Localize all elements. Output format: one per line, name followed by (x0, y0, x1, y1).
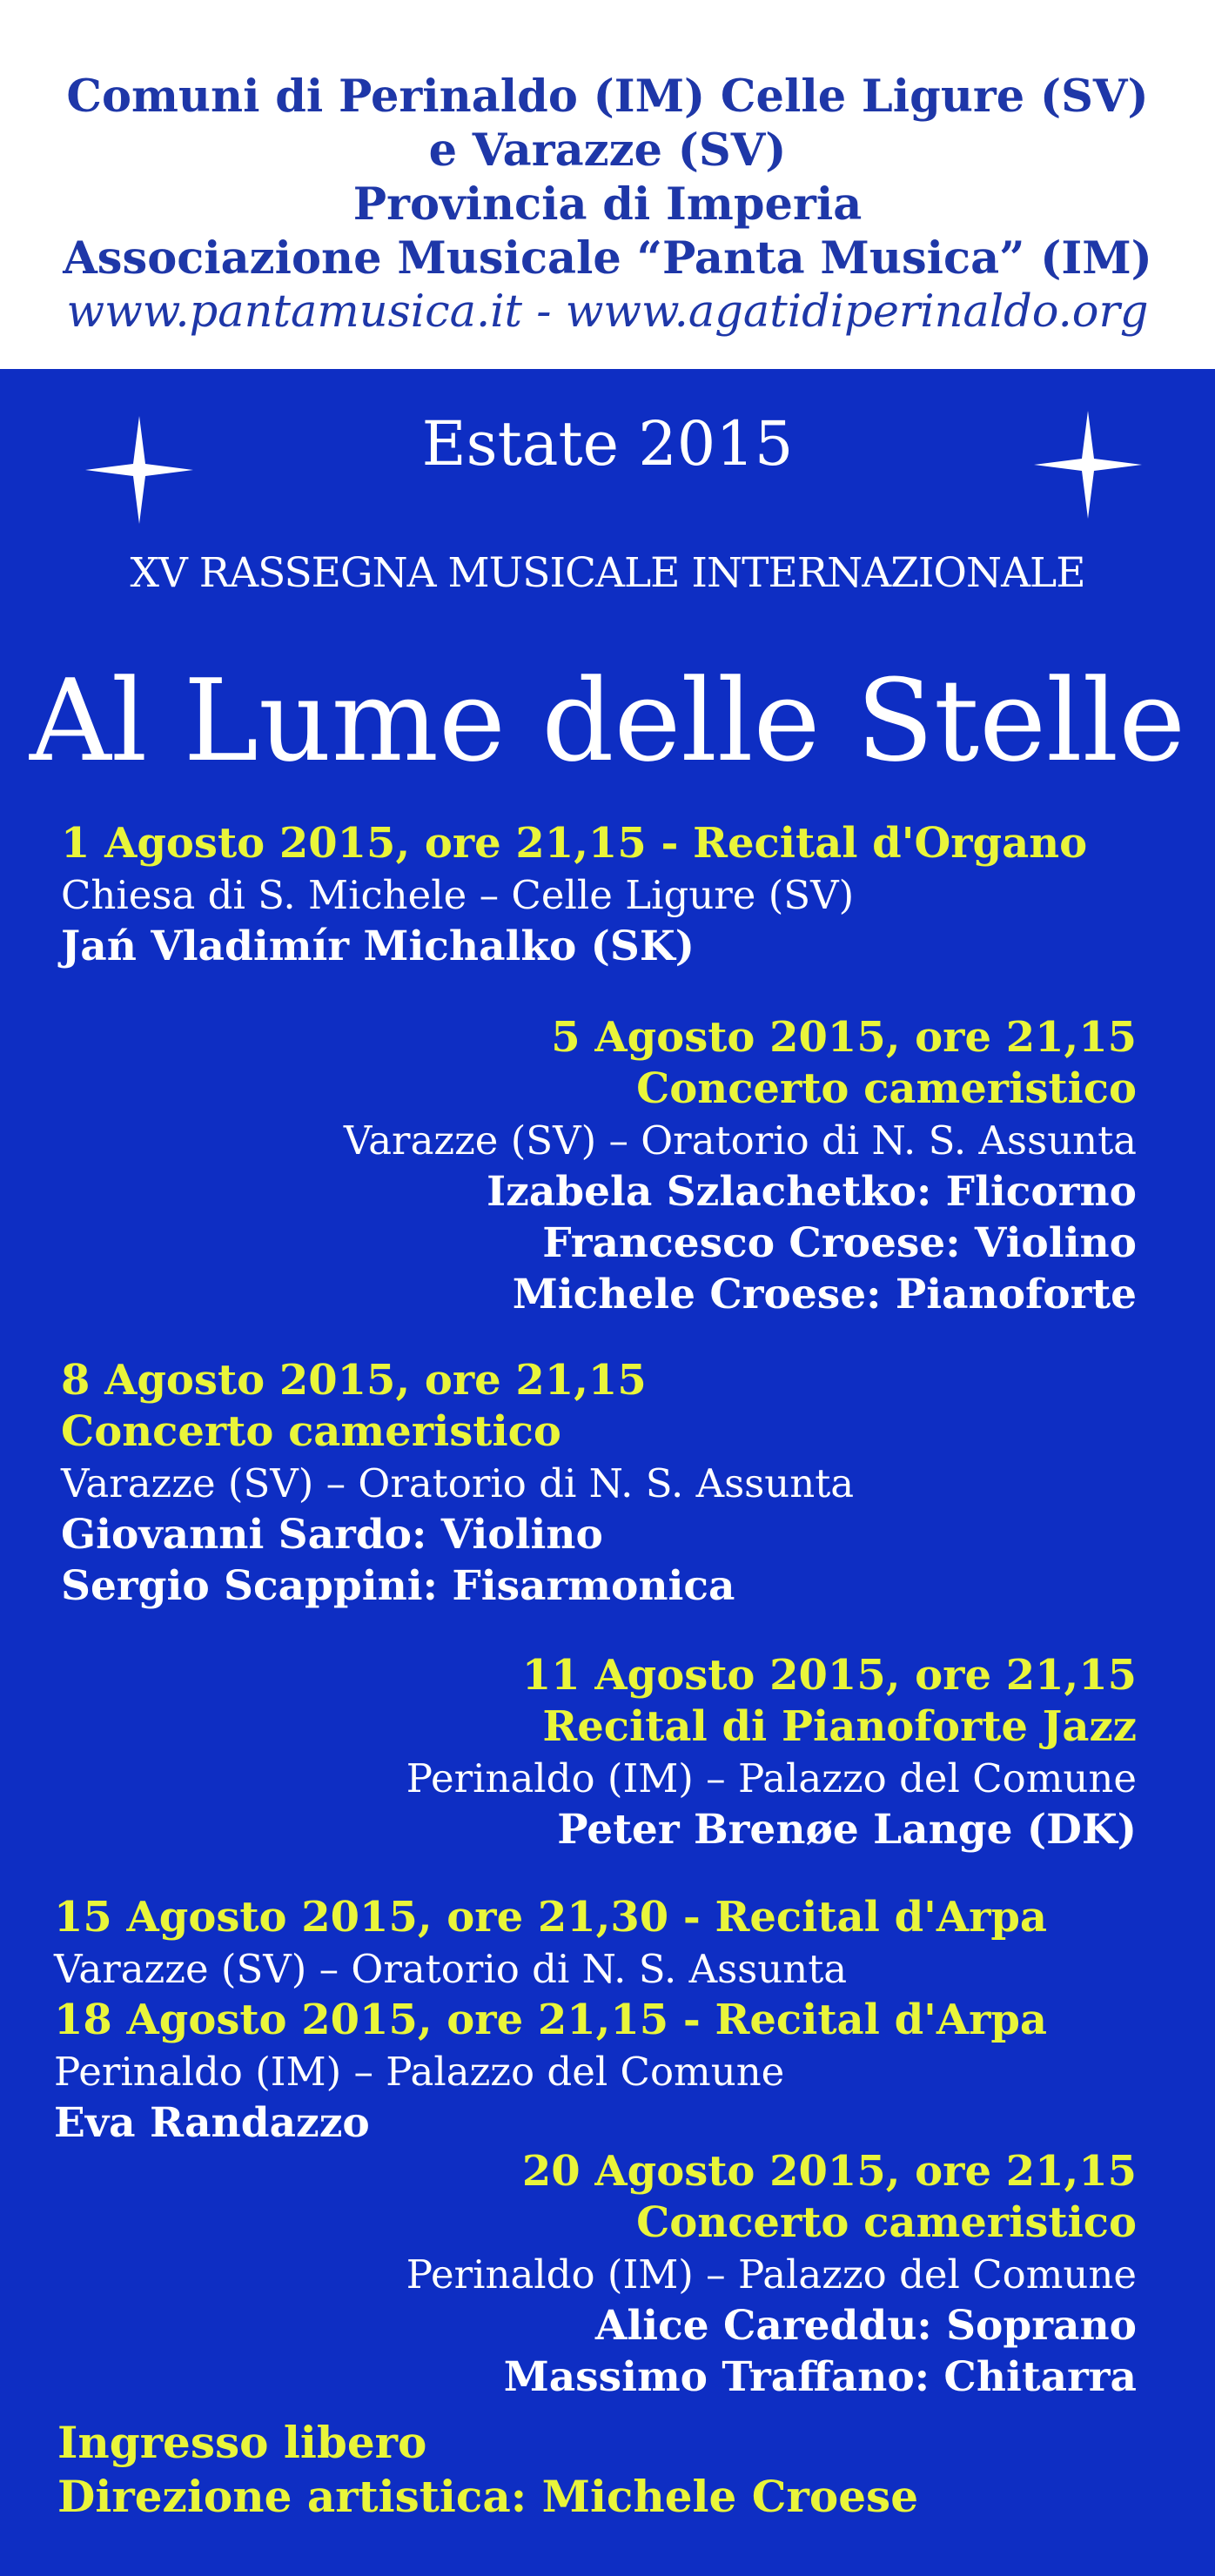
event-performer: Sergio Scappini: Fisarmonica (61, 1562, 735, 1610)
event-type: Recital di Pianoforte Jazz (542, 1702, 1137, 1751)
event-type: Concerto cameristico (636, 1064, 1137, 1113)
organizers-line-2: e Varazze (SV) (428, 124, 787, 177)
event-venue: Varazze (SV) – Oratorio di N. S. Assunta (54, 1946, 848, 1992)
season-label: Estate 2015 (421, 408, 794, 480)
event-date: 20 Agosto 2015, ore 21,15 (521, 2147, 1137, 2196)
artistic-direction-label: Direzione artistica: Michele Croese (57, 2471, 919, 2522)
free-entry-label: Ingresso libero (57, 2417, 427, 2468)
event-venue: Varazze (SV) – Oratorio di N. S. Assunta (61, 1460, 855, 1506)
festival-subtitle: XV RASSEGNA MUSICALE INTERNAZIONALE (130, 549, 1085, 597)
event-performer: Giovanni Sardo: Violino (61, 1511, 603, 1559)
event-venue: Perinaldo (IM) – Palazzo del Comune (406, 2251, 1137, 2298)
province-line: Provincia di Imperia (352, 178, 863, 231)
event-performer: Michele Croese: Pianoforte (512, 1271, 1137, 1318)
organizers-line-1: Comuni di Perinaldo (IM) Celle Ligure (SV) (66, 70, 1149, 123)
event-date: 8 Agosto 2015, ore 21,15 (61, 1356, 647, 1405)
event-1 (61, 818, 1087, 972)
event-performer: Jań Vladimír Michalko (SK) (61, 922, 695, 970)
event-venue: Perinaldo (IM) – Palazzo del Comune (406, 1755, 1137, 1801)
event-3 (61, 1355, 854, 1612)
event-venue: Chiesa di S. Michele – Celle Ligure (SV) (61, 872, 855, 918)
event-performer: Izabela Szlachetko: Flicorno (487, 1168, 1137, 1216)
event-venue: Perinaldo (IM) – Palazzo del Comune (54, 2049, 785, 2095)
websites-line: www.pantamusica.it - www.agatidiperinaldo.org (66, 286, 1149, 338)
event-date: 1 Agosto 2015, ore 21,15 - Recital d'Organo (61, 819, 1088, 868)
event-5 (54, 1892, 1047, 2149)
event-performer: Peter Brenøe Lange (DK) (557, 1806, 1137, 1854)
event-4 (406, 1650, 1137, 1855)
association-line: Associazione Musicale “Panta Musica” (IM) (63, 232, 1152, 285)
event-venue: Varazze (SV) – Oratorio di N. S. Assunta (343, 1117, 1137, 1164)
event-date: 11 Agosto 2015, ore 21,15 (521, 1651, 1137, 1700)
event-2 (344, 1012, 1137, 1320)
event-date: 18 Agosto 2015, ore 21,15 - Recital d'Arpa (54, 1996, 1048, 2044)
event-date: 15 Agosto 2015, ore 21,30 - Recital d'Arpa (54, 1893, 1048, 1942)
event-performer: Eva Randazzo (54, 2099, 370, 2147)
event-6 (406, 2146, 1137, 2403)
event-type: Concerto cameristico (61, 1407, 561, 1456)
event-performer: Massimo Traffano: Chitarra (503, 2353, 1137, 2401)
event-performer: Francesco Croese: Violino (542, 1219, 1137, 1267)
festival-title: Al Lume delle Stelle (29, 654, 1186, 787)
footer (57, 2416, 918, 2524)
event-date: 5 Agosto 2015, ore 21,15 (551, 1013, 1137, 1062)
organizers-header (0, 0, 1215, 369)
event-performer: Alice Careddu: Soprano (594, 2302, 1137, 2350)
event-type: Concerto cameristico (636, 2198, 1137, 2247)
